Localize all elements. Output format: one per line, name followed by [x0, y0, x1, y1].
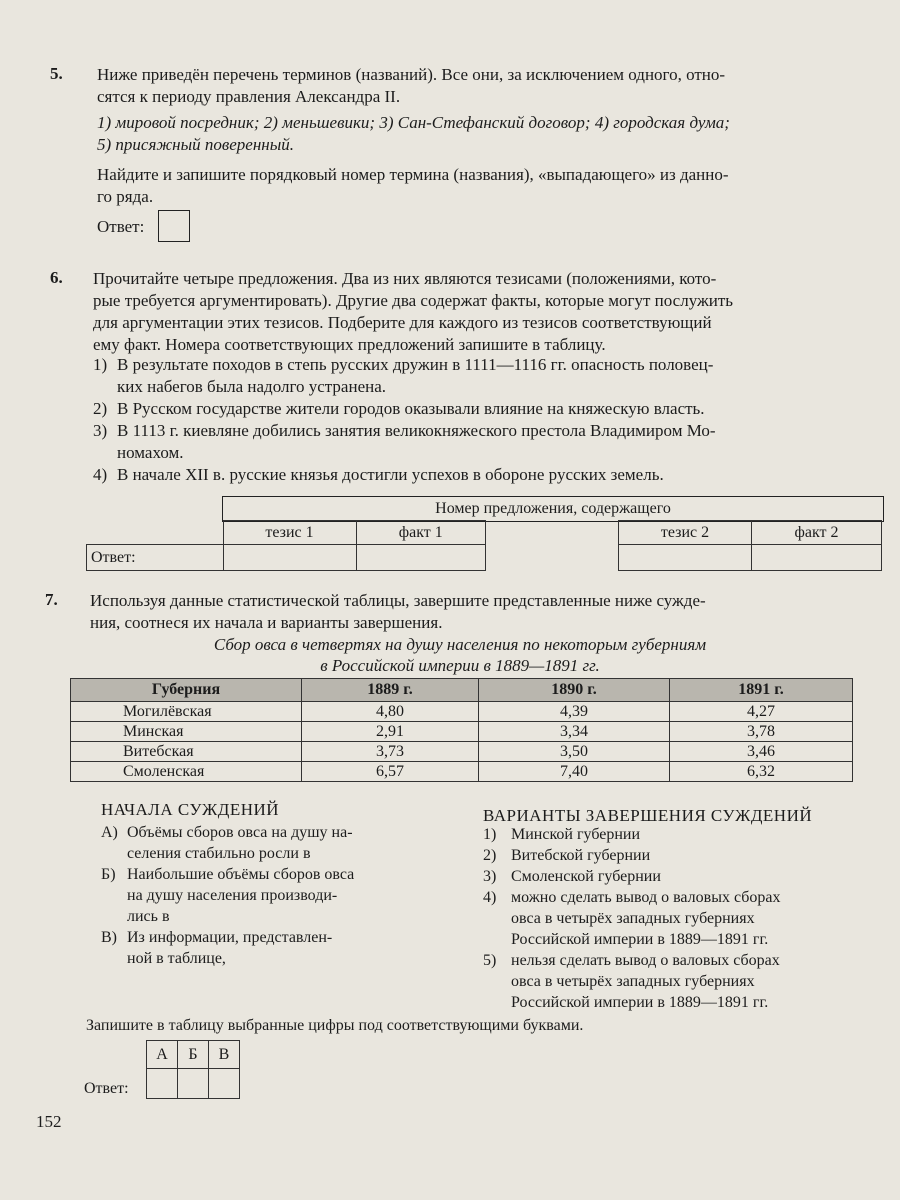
q6-answer-fact2-cell[interactable]	[752, 545, 882, 571]
q6-item-text	[117, 354, 887, 398]
q6-intro-line: рые требуется аргументировать). Другие два содержат факты, которые могут послужить	[93, 291, 734, 310]
q7-starts-title: НАЧАЛА СУЖДЕНИЙ	[101, 800, 280, 819]
q6-item	[93, 420, 887, 464]
q7-cell-gubernia: Витебская	[71, 742, 302, 762]
q6-item	[93, 354, 887, 398]
q5-intro	[97, 64, 887, 108]
q6-item-number: 4)	[93, 465, 108, 484]
q7-answer-letter: В	[209, 1041, 240, 1069]
q7-answer-letter: Б	[178, 1041, 209, 1069]
q7-ending-number: 4)	[483, 889, 497, 906]
q6-table-empty-corner	[87, 521, 224, 545]
q5-intro-line2: сятся к периоду правления Александра II.	[97, 87, 401, 106]
q7-stat-table	[70, 678, 853, 782]
q7-cell-value: 3,46	[670, 742, 853, 762]
q5-terms-line1: 1) мировой посредник; 2) меньшевики; 3) Сан-Стефанский договор; 4) городская дума;	[97, 113, 730, 132]
q7-cell-value: 3,78	[670, 722, 853, 742]
q7-start-line: Объёмы сборов овса на душу на-	[127, 824, 353, 841]
q7-cell-value: 4,27	[670, 702, 853, 722]
q7-ending-number: 2)	[483, 847, 497, 864]
q6-col-thesis1: тезис 1	[223, 521, 356, 545]
q7-ending-text	[511, 887, 867, 950]
q7-cell-value: 3,50	[479, 742, 670, 762]
q6-item	[93, 398, 887, 420]
list-item	[483, 887, 867, 950]
q7-ending-line: Российской империи в 1889—1891 гг.	[511, 931, 769, 948]
q7-header-cell: 1891 г.	[670, 679, 853, 702]
q7-ending-line: нельзя сделать вывод о валовых сборах	[511, 952, 780, 969]
q7-ending-number: 5)	[483, 952, 497, 969]
q5-task	[97, 164, 887, 208]
list-item	[483, 866, 867, 887]
q7-cell-value: 6,32	[670, 762, 853, 782]
q7-instruction: Запишите в таблицу выбранные цифры под соответствующими буквами.	[86, 1017, 584, 1034]
q7-start-line: лись в	[127, 908, 170, 925]
q6-item-number: 2)	[93, 399, 108, 418]
q6-item-number: 1)	[93, 355, 108, 374]
q5-terms-line2: 5) присяжный поверенный.	[97, 135, 294, 154]
q5-terms	[97, 112, 887, 156]
q6-intro-line: ему факт. Номера соответствующих предложений запишите в таблицу.	[93, 335, 606, 354]
list-item	[483, 845, 867, 866]
q7-caption-line1: Сбор овса в четвертях на душу населения по некоторым губерниям	[213, 635, 707, 654]
q7-ending-text: Минской губернии	[511, 826, 641, 843]
q6-number: 6.	[50, 268, 63, 287]
q7-number: 7.	[45, 590, 58, 609]
q7-start-letter: Б)	[101, 866, 116, 883]
q6-intro-line: Прочитайте четыре предложения. Два из них являются тезисами (положениями, кото-	[93, 269, 717, 288]
q6-item	[93, 464, 887, 486]
table-row	[71, 742, 853, 762]
q6-items	[93, 354, 887, 486]
q6-intro	[93, 268, 887, 356]
q7-cell-value: 6,57	[302, 762, 479, 782]
q6-item-line: номахом.	[117, 443, 184, 462]
q6-table-header: Номер предложения, содержащего	[222, 496, 884, 522]
table-row	[71, 722, 853, 742]
q6-answer-table-right	[618, 520, 882, 571]
q6-intro-line: для аргументации этих тезисов. Подберите для каждого из тезисов соответствующий	[93, 313, 712, 332]
q7-ending-number: 1)	[483, 826, 497, 843]
q7-header-cell: Губерния	[71, 679, 302, 702]
q7-ending-text: Смоленской губернии	[511, 868, 661, 885]
q5-number: 5.	[50, 64, 63, 83]
q7-intro-line2: ния, соотнеся их начала и варианты завершения.	[90, 613, 443, 632]
q7-start-line: селения стабильно росли в	[127, 845, 311, 862]
q6-item-line: В 1113 г. киевляне добились занятия великокняжеского престола Владимиром Мо-	[117, 421, 716, 440]
q7-cell-gubernia: Минская	[71, 722, 302, 742]
list-item	[101, 864, 419, 927]
q7-start-line: Наибольшие объёмы сборов овса	[127, 866, 355, 883]
q7-ending-text: Витебской губернии	[511, 847, 651, 864]
q6-item-text: В начале XII в. русские князья достигли успехов в обороне русских земель.	[117, 465, 664, 484]
q6-answer-fact1-cell[interactable]	[356, 545, 486, 571]
q7-cell-value: 2,91	[302, 722, 479, 742]
q6-answer-table-left	[86, 520, 486, 571]
q6-item-number: 3)	[93, 421, 108, 440]
q7-answer-cell-c[interactable]	[209, 1069, 240, 1099]
q7-ending-line: овса в четырёх западных губерниях	[511, 973, 755, 990]
q6-item-line: ких набегов была надолго устранена.	[117, 377, 387, 396]
q5-intro-line1: Ниже приведён перечень терминов (названий). Все они, за исключением одного, отно-	[97, 65, 726, 84]
q6-answer-label: Ответ:	[87, 545, 224, 571]
q5-answer-box[interactable]	[158, 210, 190, 242]
q6-col-fact1: факт 1	[356, 521, 486, 545]
q6-col-thesis2: тезис 2	[619, 521, 752, 545]
q7-caption-line2: в Российской империи в 1889—1891 гг.	[320, 656, 600, 675]
q7-start-text	[127, 864, 419, 927]
q6-item-text	[117, 420, 887, 464]
q7-start-line: Из информации, представлен-	[127, 929, 333, 946]
q7-intro-line1: Используя данные статистической таблицы, завершите представленные ниже сужде-	[90, 591, 706, 610]
q7-endings-title: ВАРИАНТЫ ЗАВЕРШЕНИЯ СУЖДЕНИЙ	[483, 806, 813, 825]
q6-answer-thesis2-cell[interactable]	[619, 545, 752, 571]
list-item	[101, 822, 419, 864]
q7-cell-value: 4,39	[479, 702, 670, 722]
list-item	[483, 950, 867, 1013]
q7-start-text	[127, 927, 419, 969]
q7-cell-value: 4,80	[302, 702, 479, 722]
q6-col-fact2: факт 2	[752, 521, 882, 545]
q7-ending-text	[511, 950, 867, 1013]
q7-answer-cell-a[interactable]	[147, 1069, 178, 1099]
q7-answer-letter: А	[147, 1041, 178, 1069]
q7-start-line: на душу населения производи-	[127, 887, 338, 904]
q7-cell-gubernia: Смоленская	[71, 762, 302, 782]
q7-ending-line: Российской империи в 1889—1891 гг.	[511, 994, 769, 1011]
q7-ending-line: можно сделать вывод о валовых сборах	[511, 889, 781, 906]
q7-cell-value: 3,34	[479, 722, 670, 742]
q7-starts-list	[101, 822, 419, 969]
q6-item-text: В Русском государстве жители городов оказывали влияние на княжескую власть.	[117, 399, 705, 418]
table-row	[71, 762, 853, 782]
q7-answer-label: Ответ:	[84, 1080, 129, 1097]
q7-start-line: ной в таблице,	[127, 950, 226, 967]
q7-answer-table	[146, 1040, 240, 1099]
q7-ending-line: овса в четырёх западных губерниях	[511, 910, 755, 927]
q7-cell-value: 7,40	[479, 762, 670, 782]
q5-task-line2: го ряда.	[97, 187, 154, 206]
q5-task-line1: Найдите и запишите порядковый номер термина (названия), «выпадающего» из данно-	[97, 165, 729, 184]
q7-answer-cell-b[interactable]	[178, 1069, 209, 1099]
q7-start-letter: В)	[101, 929, 117, 946]
q7-endings-list	[483, 824, 867, 1013]
q7-header-cell: 1889 г.	[302, 679, 479, 702]
list-item	[101, 927, 419, 969]
q7-ending-number: 3)	[483, 868, 497, 885]
q7-intro	[90, 590, 882, 634]
q7-start-text	[127, 822, 419, 864]
q6-answer-thesis1-cell[interactable]	[223, 545, 356, 571]
q7-header-cell: 1890 г.	[479, 679, 670, 702]
q6-item-line: В результате походов в степь русских дружин в 1111—1116 гг. опасность половец-	[117, 355, 714, 374]
q5-answer-label: Ответ:	[97, 217, 145, 236]
list-item	[483, 824, 867, 845]
q7-cell-value: 3,73	[302, 742, 479, 762]
table-row	[71, 702, 853, 722]
q7-table-caption	[70, 634, 850, 676]
page-number: 152	[36, 1112, 62, 1131]
q7-start-letter: А)	[101, 824, 118, 841]
q7-cell-gubernia: Могилёвская	[71, 702, 302, 722]
